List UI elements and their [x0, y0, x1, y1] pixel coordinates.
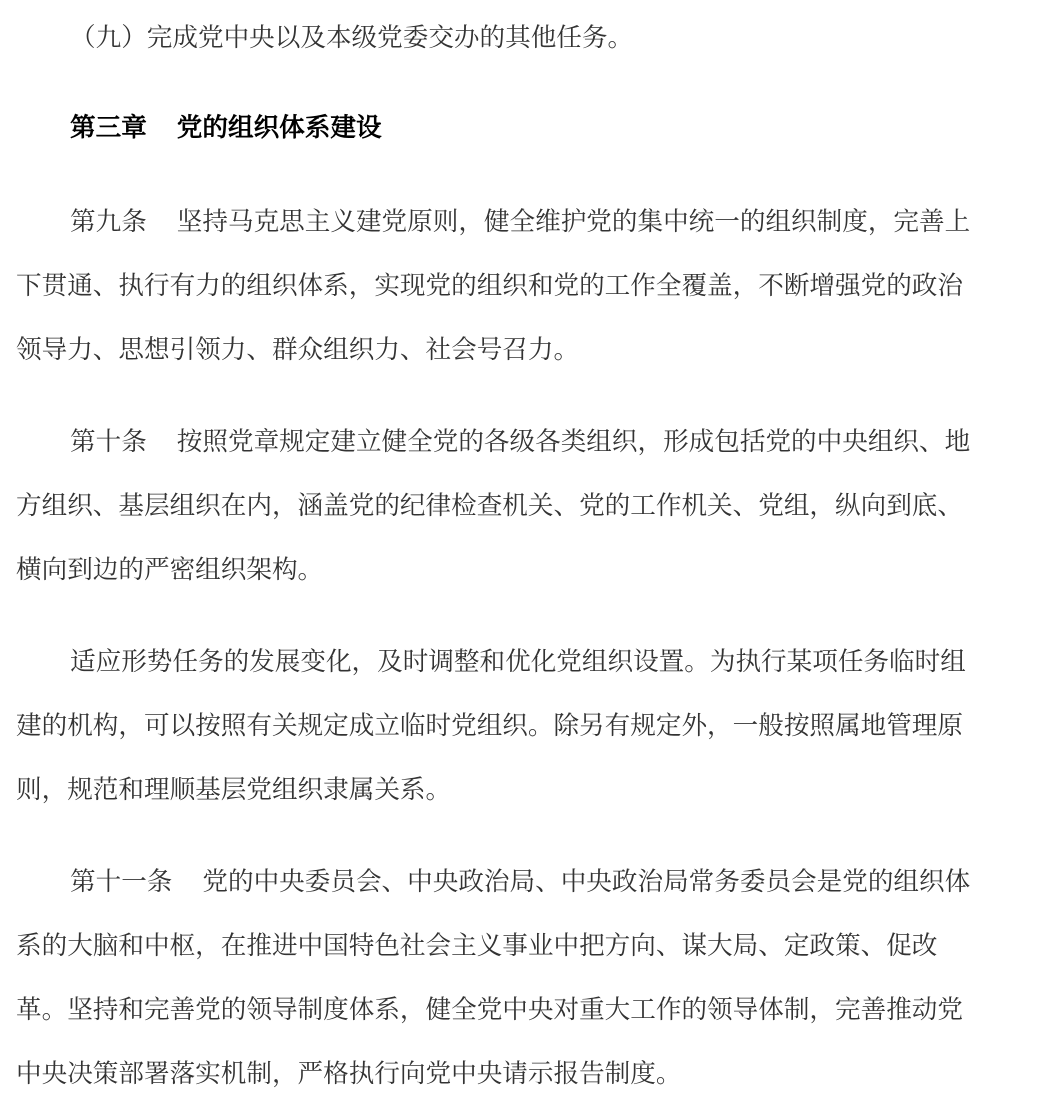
- article-label: 第十一条: [70, 867, 173, 897]
- article-label: 第十条: [70, 427, 147, 457]
- paragraph-line: 第九条 坚持马克思主义建党原则，健全维护党的集中统一的组织制度，完善上: [70, 207, 971, 237]
- paragraph-line: 系的大脑和中枢，在推进中国特色社会主义事业中把方向、谋大局、定政策、促改: [16, 931, 938, 961]
- item-nine-paragraph: [16, 6, 1040, 70]
- paragraph-line: 方组织、基层组织在内，涵盖党的纪律检查机关、党的工作机关、党组，纵向到底、: [16, 491, 963, 521]
- article-ten-paragraph: [16, 410, 1040, 602]
- article-label: 第九条: [70, 207, 147, 237]
- paragraph-line: （九）完成党中央以及本级党委交办的其他任务。: [70, 23, 634, 53]
- paragraph-line: 横向到边的严密组织架构。: [16, 555, 324, 585]
- paragraph-line: 第十一条 党的中央委员会、中央政治局、中央政治局常务委员会是党的组织体: [70, 867, 971, 897]
- paragraph-line: 适应形势任务的发展变化，及时调整和优化党组织设置。为执行某项任务临时组: [70, 647, 966, 677]
- paragraph-line: 领导力、思想引领力、群众组织力、社会号召力。: [16, 335, 580, 365]
- paragraph-line: 下贯通、执行有力的组织体系，实现党的组织和党的工作全覆盖，不断增强党的政治: [16, 271, 963, 301]
- paragraph-line: 建的机构，可以按照有关规定成立临时党组织。除另有规定外，一般按照属地管理原: [16, 711, 963, 741]
- article-nine-paragraph: [16, 190, 1040, 382]
- chapter-number: 第三章: [70, 113, 147, 143]
- paragraph-line: 中央决策部署落实机制，严格执行向党中央请示报告制度。: [16, 1059, 682, 1089]
- chapter-heading: [70, 108, 382, 148]
- chapter-title: 党的组织体系建设: [176, 113, 382, 143]
- article-ten-second-paragraph: [16, 630, 1040, 822]
- paragraph-line: 第十条 按照党章规定建立健全党的各级各类组织，形成包括党的中央组织、地: [70, 427, 971, 457]
- paragraph-line: 革。坚持和完善党的领导制度体系，健全党中央对重大工作的领导体制，完善推动党: [16, 995, 963, 1025]
- article-eleven-paragraph: [16, 850, 1040, 1106]
- paragraph-line: 则，规范和理顺基层党组织隶属关系。: [16, 775, 452, 805]
